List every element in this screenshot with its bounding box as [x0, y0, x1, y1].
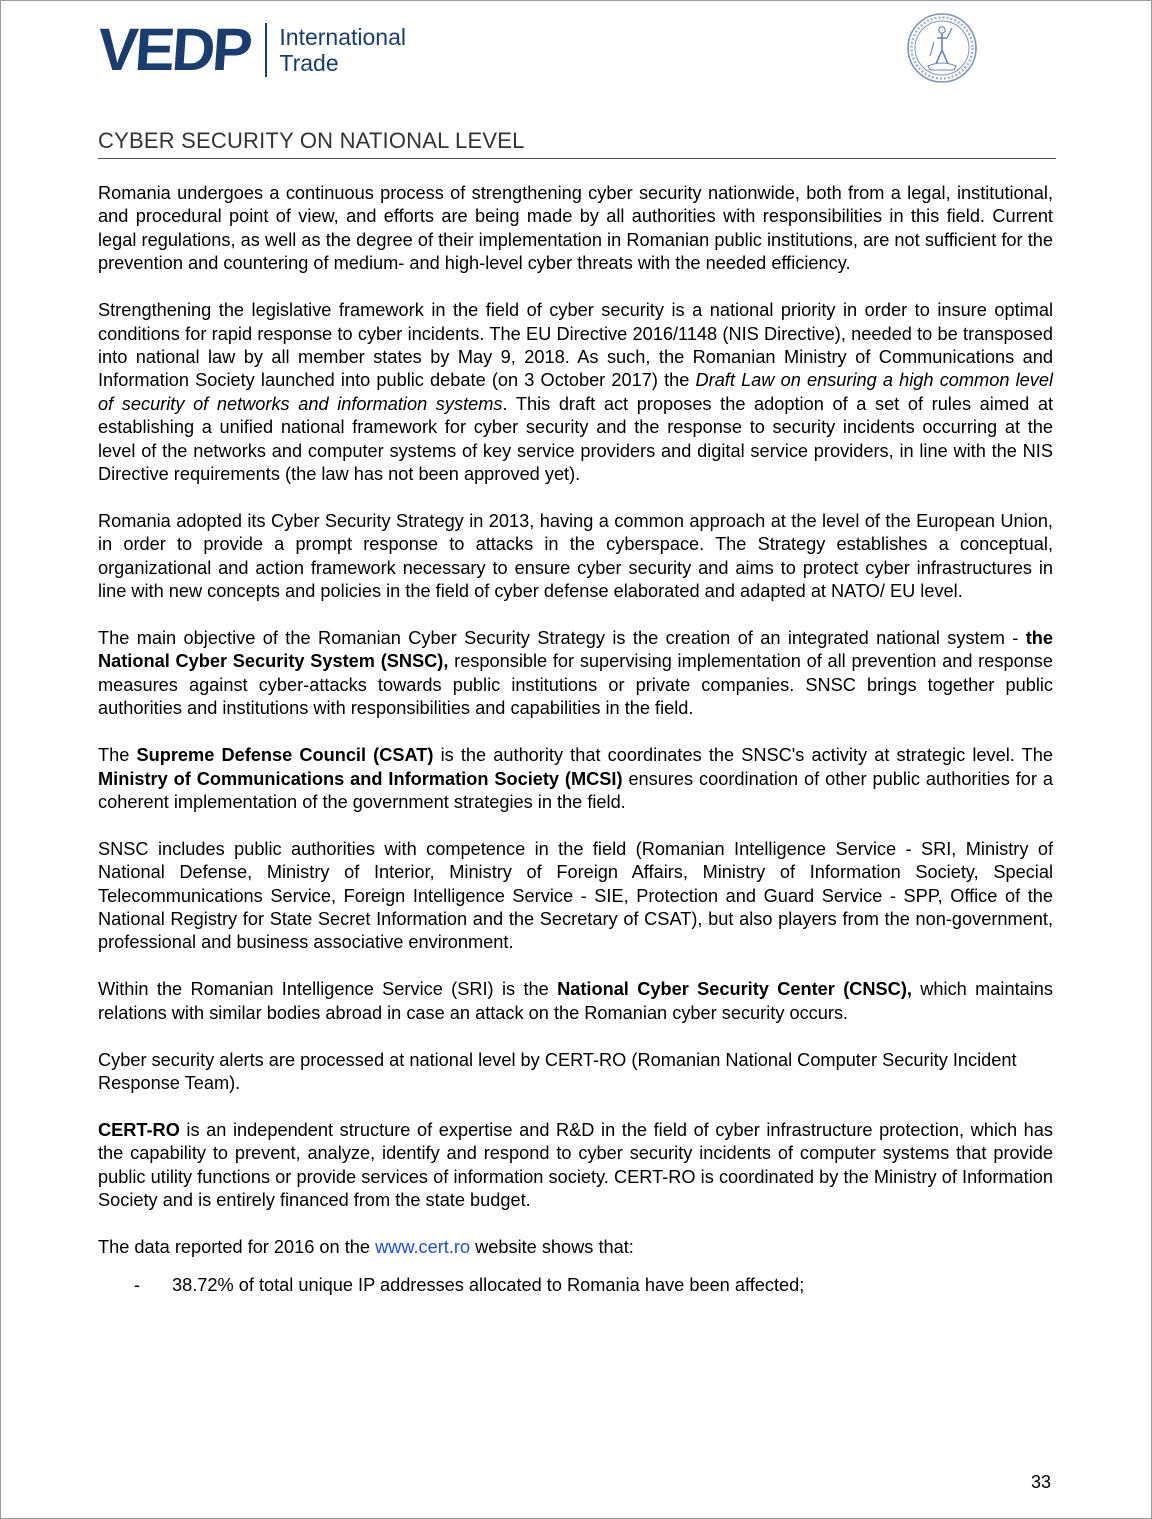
paragraph-7-text-a: Within the Romanian Intelligence Service (SRI) is the: [98, 979, 558, 1000]
snsc-bold: the National Cyber Security System (SNSC),: [98, 628, 1053, 672]
paragraph-2: [98, 299, 1053, 486]
cert-ro-link[interactable]: www.cert.ro: [375, 1237, 471, 1258]
paragraph-2-text-b: . This draft act proposes the adoption of a set of rules aimed at establishing a unified national framework for cyber security and the response to security incidents occurring at the level of the networks and computer systems of key service providers and digital service providers, in line with the NIS Directive requirements (the law has not been approved yet).: [98, 393, 1053, 484]
paragraph-10-text-a: The data reported for 2016 on the: [98, 1237, 376, 1258]
paragraph-4-text-a: The main objective of the Romanian Cyber Security Strategy is the creation of an integrated national system -: [98, 628, 1026, 648]
cnsc-bold: National Cyber Security Center (CNSC),: [557, 979, 912, 1000]
paragraph-5-text-a: The: [98, 745, 137, 766]
draft-law-title: Draft Law on ensuring a high common level of security of networks and information systems: [98, 370, 1053, 414]
list-item: [134, 1274, 1053, 1297]
paragraph-2-text-a: Strengthening the legislative framework in the field of cyber security is a national priority in order to insure optimal conditions for rapid response to cyber incidents. The EU Directive 2016/1148 (NIS Directive), needed to be transposed into national law by all member states by May 9, 2018. As such, the Romanian Ministry of Communications and Information Society launched into public debate (on 3 October 2017) the: [98, 300, 1053, 391]
logo-mark: VEDP: [95, 16, 252, 83]
csat-bold: Supreme Defense Council (CSAT): [136, 745, 434, 766]
virginia-seal-icon: [906, 12, 978, 84]
paragraph-5-text-c: ensures coordination of other public authorities for a coherent implementation of the government strategies in the field.: [98, 768, 1053, 812]
section-heading: CYBER SECURITY ON NATIONAL LEVEL: [98, 128, 525, 153]
paragraph-7: [98, 978, 1053, 1025]
paragraph-10-text-b: website shows that:: [470, 1237, 634, 1258]
paragraph-4: [98, 627, 1053, 721]
mcsi-bold: Ministry of Communications and Information Society (MCSI): [98, 768, 623, 789]
paragraph-1: Romania undergoes a continuous process of strengthening cyber security nationwide, both from a legal, institutional, and procedural point of view, and efforts are being made by all authorities with responsibilities in this field. Current legal regulations, as well as the degree of their implementation in Romanian public institutions, are not sufficient for the prevention and countering of medium- and high-level cyber threats with the needed efficiency.: [98, 183, 1053, 274]
paragraph-4-text-b: responsible for supervising implementation of all prevention and response measures against cyber-attacks towards public institutions or private companies. SNSC brings together public authorities and institutions with responsibilities and capabilities in the field.: [98, 651, 1054, 719]
paragraph-10: [98, 1236, 1053, 1259]
paragraph-9-text-b: is an independent structure of expertise and R&D in the field of cyber infrastructure protection, which has the capability to prevent, analyze, identify and respond to cyber security incidents of computer systems that provide public utility functions or provide services of information society. CERT-RO is coordinated by the Ministry of Information Society and is entirely financed from the state budget.: [98, 1120, 1053, 1211]
bullet-text: 38.72% of total unique IP addresses allocated to Romania have been affected;: [172, 1274, 805, 1295]
paragraph-6: SNSC includes public authorities with competence in the field (Romanian Intelligence Service - SRI, Ministry of National Defense, Ministry of Interior, Ministry of Foreign Affairs, Ministry of Information Society, Special Telecommunications Service, Foreign Intelligence Service - SIE, Protection and Guard Service - SPP, Office of the National Registry for State Secret Information and the Secretary of CSAT), but also players from the non-government, professional and business associative environment.: [98, 838, 1053, 953]
paragraph-5-text-b: is the authority that coordinates the SNSC's activity at strategic level. The: [433, 745, 1053, 766]
bullet-dash: -: [134, 1274, 141, 1295]
paragraph-9: [98, 1119, 1053, 1213]
logo-line-trade: Trade: [279, 50, 339, 76]
paragraph-7-text-b: which maintains relations with similar bodies abroad in case an attack on the Romanian cyber security occurs.: [98, 979, 1053, 1023]
page-number: 33: [1031, 1472, 1052, 1492]
paragraph-8: Cyber security alerts are processed at national level by CERT-RO (Romanian National Computer Security Incident Response Team).: [98, 1049, 1017, 1094]
logo-text: [279, 24, 406, 76]
paragraph-3: Romania adopted its Cyber Security Strategy in 2013, having a common approach at the level of the European Union, in order to provide a prompt response to attacks in the cyberspace. The Strategy establishes a conceptual, organizational and action framework necessary to ensure cyber security and aims to protect cyber infrastructures in line with new concepts and policies in the field of cyber defense elaborated and adapted at NATO/ EU level.: [98, 510, 1053, 602]
vedp-logo: [95, 16, 406, 83]
paragraph-5: [98, 744, 1053, 814]
cert-ro-bold: CERT-RO: [98, 1120, 180, 1140]
logo-divider: [265, 23, 267, 77]
logo-line-international: International: [279, 24, 406, 50]
document-body: [98, 182, 1053, 1297]
heading-rule: [98, 158, 1056, 159]
